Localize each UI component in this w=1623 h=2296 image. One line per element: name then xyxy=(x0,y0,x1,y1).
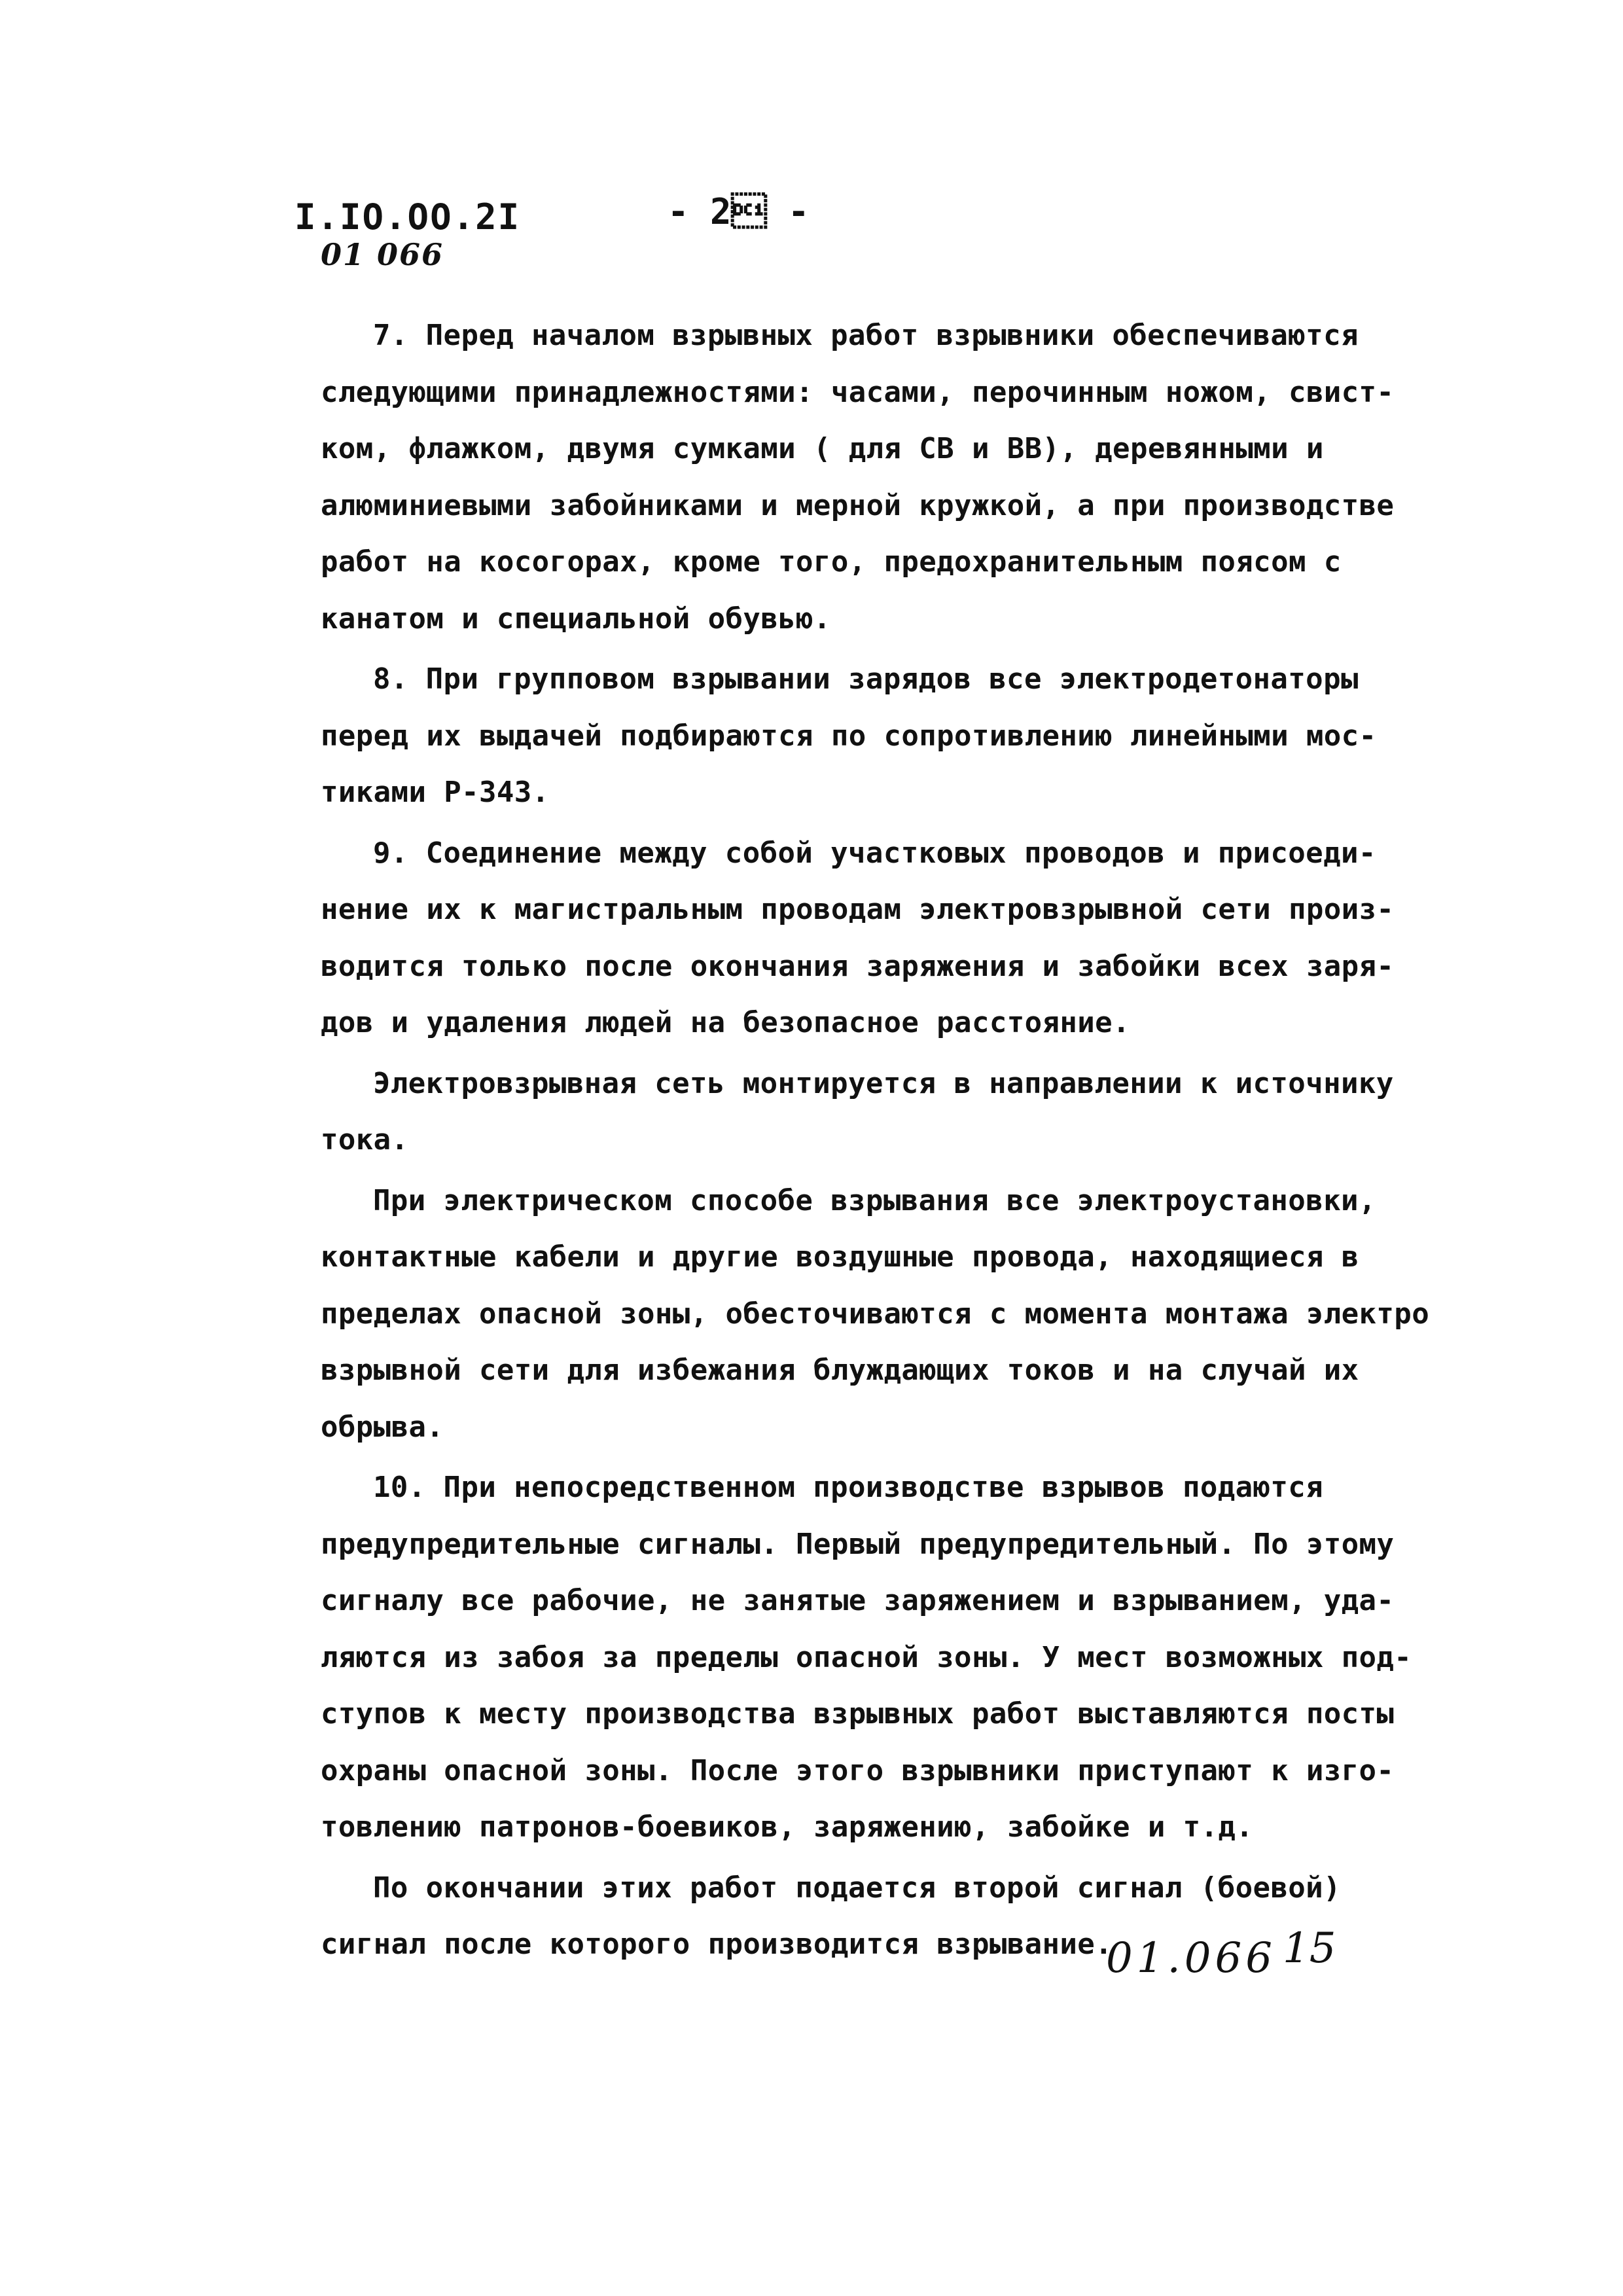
paragraph xyxy=(321,308,1400,647)
text-line: 10. При непосредственном производстве взрывов подаются xyxy=(373,1471,1324,1504)
text-line: сигнал после которого производится взрывание. xyxy=(321,1928,1113,1961)
text-line: тока. xyxy=(321,1123,409,1157)
text-line: канатом и специальной обувью. xyxy=(321,601,831,636)
text-line: тиками Р-343. xyxy=(321,776,550,809)
document-body xyxy=(321,308,1430,1977)
paragraph xyxy=(321,825,1400,1052)
text-line: водится только после окончания заряжения и забойки всех заря- xyxy=(321,949,1395,983)
paragraph xyxy=(321,1173,1430,1456)
text-line: 9. Соединение между собой участковых проводов и присоеди- xyxy=(373,836,1376,870)
handwritten-sheet-number: 15 xyxy=(1283,1924,1336,1973)
text-line: алюминиевыми забойниками и мерной кружкой, а при производстве xyxy=(321,488,1395,522)
text-line: нение их к магистральным проводам электровзрывной сети произ- xyxy=(321,893,1395,926)
handwritten-code: 01 066 xyxy=(321,237,444,272)
text-line: обрыва. xyxy=(321,1410,444,1444)
text-line: товлению патронов-боевиков, заряжению, забойке и т.д. xyxy=(321,1810,1254,1844)
text-line: 7. Перед началом взрывных работ взрывники обеспечиваются xyxy=(373,319,1359,352)
text-line: ляются из забоя за пределы опасной зоны. У мест возможных под- xyxy=(321,1640,1412,1674)
text-line: предупредительные сигналы. Первый предупредительный. По этому xyxy=(321,1527,1395,1561)
text-line: ступов к месту производства взрывных работ выставляются посты xyxy=(321,1697,1395,1731)
document-code: I.IO.OO.2I xyxy=(294,196,521,238)
text-line: дов и удаления людей на безопасное расстояние. xyxy=(321,1006,1130,1039)
text-line: охраны опасной зоны. После этого взрывники приступают к изго- xyxy=(321,1753,1395,1787)
text-line: При электрическом способе взрывания все электроустановки, xyxy=(373,1183,1376,1217)
page-number: - 2 - xyxy=(668,191,810,232)
paragraph xyxy=(321,1056,1400,1169)
text-line: сигналу все рабочие, не занятые заряжением и взрыванием, уда- xyxy=(321,1584,1395,1617)
text-line: контактные кабели и другие воздушные провода, находящиеся в xyxy=(321,1240,1359,1274)
text-line: следующими принадлежностями: часами, перочинным ножом, свист- xyxy=(321,375,1395,409)
text-line: По окончании этих работ подается второй сигнал (боевой) xyxy=(373,1871,1341,1905)
paragraph xyxy=(321,1460,1412,1856)
paragraph xyxy=(321,651,1400,821)
text-line: перед их выдачей подбираются по сопротивлению линейными мос- xyxy=(321,719,1377,753)
text-line: Электровзрывная сеть монтируется в направлении к источнику xyxy=(373,1066,1394,1100)
text-line: взрывной сети для избежания блуждающих токов и на случай их xyxy=(321,1354,1359,1387)
text-line: работ на косогорах, кроме того, предохранительным поясом с xyxy=(321,545,1342,579)
text-line: 8. При групповом взрывании зарядов все электродетонаторы xyxy=(373,662,1359,696)
text-line: ком, флажком, двумя сумками ( для СВ и ВВ), деревянными и xyxy=(321,432,1324,465)
text-line: пределах опасной зоны, обесточиваются с момента монтажа электро xyxy=(321,1297,1430,1331)
handwritten-document-number: 01.066 xyxy=(1106,1934,1276,1982)
